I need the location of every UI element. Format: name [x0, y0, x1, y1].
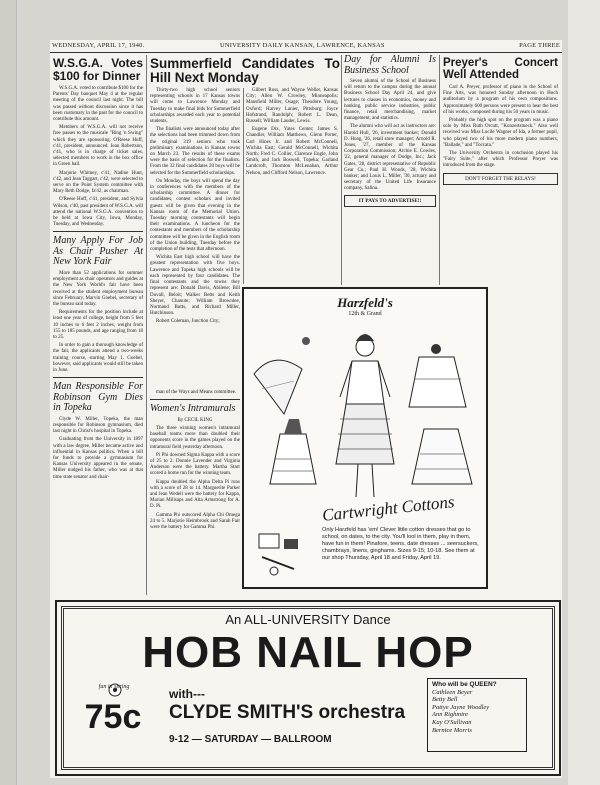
headline-chair-pusher: Many Apply For Job As Chair Pusher At New York Fair — [53, 235, 143, 268]
header-paper-name: UNIVERSITY DAILY KANSAN, LAWRENCE, KANSAS — [220, 42, 385, 49]
article-text: O'Reese Huff, c'41, president, and Sylvia Wilson, c'40, past president of W.S.G.A. will attend the national W.S.G.A. convention to be held at Iowa City, Iowa, Monday, Tuesday, and Wednesday. — [53, 197, 143, 228]
with-label: with--- — [169, 687, 205, 701]
relays-box: DON'T FORGET THE RELAYS! — [443, 173, 558, 185]
queen-candidate: Cathleen Beyer — [432, 688, 473, 696]
dance-title: HOB NAIL HOP — [142, 628, 474, 677]
fun-in-spring-label: fun in spring — [98, 684, 130, 690]
advertise-box: IT PAYS TO ADVERTISE!! — [344, 195, 436, 207]
headline-summerfield: Summerfield Candidates To Hill Next Monday — [150, 56, 340, 85]
article-text: Marjorie Whitney, c'41, Nadine Hunt, c'42, and Jean Taggart, c'42, were selected to serve on the Point System committee with Mary Beth Dodge, fa'42, as chairman. — [53, 170, 143, 195]
column-2-lower — [150, 390, 240, 533]
column-5 — [443, 55, 558, 185]
hob-nail-hop-ad — [55, 600, 561, 776]
queen-candidate: Betty Bell — [432, 696, 458, 704]
article-text: man of the Ways and Means committee. — [156, 390, 237, 395]
headline-preyer: Preyer's Concert Well Attended — [443, 57, 558, 81]
school-supplies-illustration — [254, 529, 314, 579]
article-text: The alumni who will act as instructors are: Harold Hull, '26, investment banker; Donald D. Hoag, '26, retail store manager; Arnold R. Jones, '27, member of the Kansas Corporation Commission; Archie E. Cowles, '22, general manager of Dodge, Inc.; Jack Gates, '28, district representative of Republic Gear Co.; Paul H. Woods, '28, Wichita banker; and Louis L. Miller, '30, actuary and secretary of the United Life Insurance company, Salina. — [344, 124, 436, 192]
column-rule — [341, 55, 342, 285]
harzfeld-logo: Harzfeld's — [337, 295, 393, 310]
band-name: CLYDE SMITH'S orchestra — [169, 702, 406, 723]
article-text: Requirements for the position include at least one year of college, height from 5 feet 10 inches to 6 feet 2 inches, weight from 155 to 185 pounds, and age ranging from 18 to 25. — [53, 310, 143, 340]
article-text: On Monday, the boys will spend the day in conferences with the members of the scholarship committee. A dinner for candidates, contest scholars and invited guests will be given that evening in the Kansas room of the Memorial Union. Tuesday morning contestants will begin their examinations. A luncheon for the contestants and members of the scholarship committee will be given in the English room of the Union building, Tuesday before the completion of the tests that afternoon. — [150, 178, 240, 253]
column-3-top — [246, 88, 338, 179]
page-edge-left — [0, 0, 17, 785]
column-1 — [53, 55, 143, 483]
page-edge-right — [568, 0, 600, 785]
article-text: Kappa doubled the Alpha Delta Pi runs with a score of 28 to 14. Marguerite Parker and Jean Wedell were the battery for Kappa, Marian Millsaps and Alta Armstrong for A. D. Pi. — [150, 479, 240, 510]
column-rule — [243, 88, 244, 284]
byline: By CECIL KING — [177, 417, 213, 423]
divider — [53, 231, 143, 232]
headline-robinson-gym: Man Responsible For Robinson Gym Dies in Topeka — [53, 381, 143, 414]
page-header — [50, 40, 562, 53]
column-2 — [150, 88, 240, 328]
article-text: Thirty-two high school seniors representing schools in 17 Kansas towns will come to Lawrence Monday and Tuesday to make final bids for Summerfield scholarships awarded each year to potential students. — [150, 88, 240, 125]
article-text: Gilbert Ross, and Wayne Weller, Kansas City; Allen W. Crowley, Minneapolis; Mansfield Miller, Osage; Theodore Young, Oxford; Harvey Lanier, Pittsburg; Joyce Hofstrand, Randolph; Robert L. Dean, Russell; William Lauder, Lewis. — [246, 88, 338, 125]
article-text: Probably the high spot on the program was a piano solo by Miss Ruth Orcutt, "Konzertstueck." Also well received was Miss Lucile Wagner of Ida, a former pupil, who played two of his more modern piano numbers, "Ballade," and "Toccata." — [443, 118, 558, 148]
harzfeld-ad — [242, 287, 488, 589]
headline-intramurals: Women's Intramurals — [150, 403, 236, 415]
article-text: Pi Phi downed Sigma Kappa with a score of 25 to 2. Donnie Lavender and Virginia Anderson were the battery. Martha Starr scored a home run for the winning team. — [150, 452, 240, 477]
article-text: In order to gain a thorough knowledge of the fair, the applicants attend a two-weeks training course, starting May 1. Goebel, however, said applicants would still be taken in June. — [53, 343, 143, 374]
header-page-number: PAGE THREE — [519, 42, 560, 49]
article-text: W.S.G.A. voted to contribute $100 for the Parents' Day banquet May 4 at the regular meeting of the council last night. The bill was passed without discussion since it has been customary in the past for the council to contribute this amount. — [53, 86, 143, 123]
article-text: Members of W.S.G.A. will not receive free passes to the musicale "Bing 'n Swing" which they are sponsoring. O'Reese Huff, c'41, president, announced. Jean Robertson, c'41, who is in charge of ticket sales, selected members to work in the box office in Green hall. — [53, 125, 143, 168]
article-text: The three winning women's intramural baseball teams more than doubled their opponents score in the games played on the intramural field yesterday afternoon. — [150, 425, 240, 450]
queen-candidate: Pattye Jayne Woodley — [432, 703, 490, 711]
summerfield-headline-block — [150, 55, 340, 89]
article-text: Carl A. Preyer, professor of piano in the School of Fine Arts, was honored Sunday afternoon in Hoch auditorium by a program of his own compositions. Approximately 600 persons were present to hear the best of his works, composed during his 50 years in music. — [443, 85, 558, 115]
dance-subtitle: An ALL-UNIVERSITY Dance — [225, 612, 391, 627]
harzfeld-copy: Only Harzfeld has 'em! Clever little cotton dresses that go to school, on dates, to the city. You'll lool in them, play in them, have fun in them! Pinafore, teens, date dresses ... seersuckers, chambrays, linens, ginghams. Sizes 9-15; 10-18. See them at our shop Thursday, April 18 and Friday, April 19. — [322, 527, 479, 561]
article-text: Wichita East high school will have the greatest representation with five boys. Lawrence and Topeka high schools will be each represented by four candidates. The final contestants and the towns they represent are: Donald Davis, Abilene; Bill Duvall, Beloit; Walker Betts and Keith Sheyer, Chanute; William Brownlee, Normand Butts, and Richard Miller, Hutchinson. — [150, 255, 240, 317]
divider — [53, 377, 143, 378]
column-rule — [146, 55, 147, 595]
newspaper-page — [50, 40, 562, 778]
cartwright-headline: Cartwright Cottons — [321, 492, 456, 525]
harzfeld-address: 12th & Grand — [348, 311, 382, 317]
article-text: Seven alumni of the School of Business will return to the campus during the annual Business School Day April 24, and give lectures to classes in economics, money and banking, public service industries, public finance, retail merchandising, market management, and statistics. — [344, 79, 436, 122]
article-text: Robert Coleman, Junction City; — [156, 319, 220, 325]
header-date: WEDNESDAY, APRIL 17, 1940. — [52, 42, 145, 49]
queen-candidate: Kay O'Sullivan — [432, 718, 472, 726]
flower-icon — [85, 680, 145, 700]
dance-time: 9-12 — SATURDAY — BALLROOM — [169, 734, 332, 745]
article-text: Graduating from the University in 1897 with a law degree, Miller became active and influential in Kansas politics. When a bill for funds to provide a gymnasium for Kansas University appeared in the senate, Miller nudged his father, who was at that time state senator and chair- — [53, 437, 143, 480]
article-text: The finalists were announced today after the selections had been trimmed down from the original 319 seniors who took preliminary examinations in Kansas towns on March 23. The results of these exams were the basis of selection for the finalists. From the 32 final candidates 20 boys will be selected for the Summerfield scholarships. — [150, 127, 240, 176]
headline-wsga: W.S.G.A. Votes $100 for Dinner — [53, 56, 143, 83]
queen-title: Who will be QUEEN? — [432, 681, 497, 688]
queen-box — [427, 678, 527, 752]
column-rule — [439, 55, 440, 285]
divider — [150, 399, 240, 400]
ticket-price: 75c — [84, 698, 142, 736]
article-text: The University Orchestra in conclusion played his "Fairy Suite," after which Professor Preyer was introduced from the stage. — [443, 151, 558, 169]
column-4 — [344, 55, 436, 207]
article-text: Clyde W. Miller, Topeka, the man responsible for Robinson gymnasium, died last night in Christ's hospital in Topeka. — [53, 416, 143, 435]
queen-candidate: Ann Righmire — [432, 711, 469, 719]
headline-business-school: Day for Alumni Is Business School — [344, 54, 436, 76]
article-text: More than 52 applications for summer employment as chair operators and guides at the New York World's fair have been received at the student employment bureau since February, Marvin Goebel, secretary of the bureau said today. — [53, 270, 143, 307]
queen-candidate: Bernice Morris — [432, 726, 472, 734]
article-text: Eugene Dix, Yates Center; James S. Chandler, William Matthews, Glenn Porter, Carl Hines Jr. and Robert McConnell, Wichita East; Gerald McConnell, Wichita North; Fred C. Collier, Clarence Engle, John Smith, and Jack Boswell, Topeka; Garland Landcroft, Thornton McLenahan, Arthur Nelson, and Clifford Nelson, Lawrence. — [246, 127, 338, 176]
article-text: Gamma Phi outscored Alpha Chi Omega 24 to 5. Marjorie Heimbrook and Sarah Fair were the battery for Gamma Phi. — [150, 512, 240, 530]
